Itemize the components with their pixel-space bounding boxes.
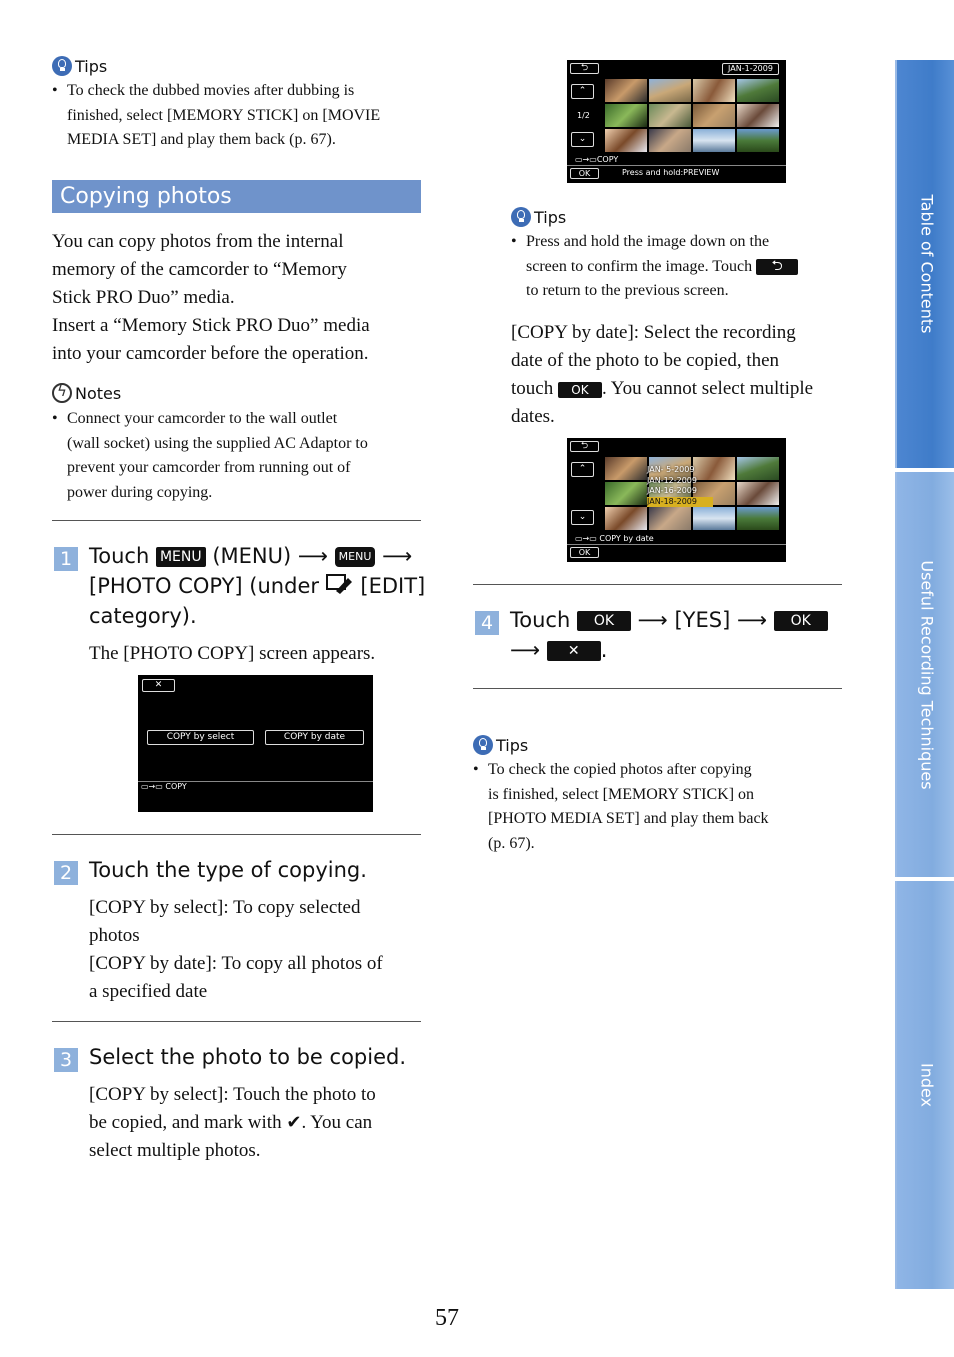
photo-thumbnail[interactable] (693, 507, 735, 530)
scroll-down-button[interactable]: ⌄ (571, 510, 594, 525)
step-number: 1 (54, 547, 78, 571)
photo-thumbnail[interactable] (693, 129, 735, 152)
ok-button[interactable]: OK (570, 168, 599, 179)
arrow-right-icon: ⟶ (297, 544, 328, 568)
step1-title: Touch MENU (MENU) ⟶ MENU ⟶ [PHOTO COPY] (under [EDIT] category). (89, 544, 426, 628)
tab-index[interactable]: Index (895, 881, 954, 1289)
scroll-up-button[interactable]: ⌃ (571, 462, 594, 477)
menu-icon: MENU (335, 547, 376, 567)
close-button-icon: ✕ (547, 641, 601, 661)
divider (52, 520, 421, 521)
ok-button[interactable]: OK (570, 547, 599, 558)
photo-thumbnail[interactable] (693, 79, 735, 102)
back-button[interactable]: ⮌ (570, 63, 599, 74)
tab-useful-recording-techniques[interactable]: Useful Recording Techniques (895, 472, 954, 877)
photo-thumbnail[interactable] (649, 129, 691, 152)
tips-text: • To check the copied photos after copying is finished, select [MEMORY STICK] on [PHOTO MEDIA SET] and play them back (p. 67). (473, 761, 769, 852)
photo-copy-screen (138, 675, 373, 812)
step2-text: [COPY by select]: To copy selected photos [COPY by date]: To copy all photos of a specified date (89, 897, 383, 1002)
arrow-right-icon: ⟶ (736, 608, 768, 632)
tips-heading: Tips (473, 735, 528, 756)
photo-thumbnail[interactable] (605, 482, 647, 505)
divider (52, 1021, 421, 1022)
photo-thumbnail[interactable] (605, 129, 647, 152)
tips-text: • Press and hold the image down on the screen to confirm the image. Touch ⮌ to return to the previous screen. (511, 230, 851, 304)
arrow-right-icon: ⟶ (510, 638, 541, 662)
photo-thumbnail[interactable] (605, 79, 647, 102)
lightbulb-icon (511, 207, 531, 227)
date-indicator: JAN-1-2009 (722, 63, 779, 75)
lightbulb-icon (52, 56, 72, 76)
step3-title: Select the photo to be copied. (89, 1045, 407, 1069)
photo-thumbnail[interactable] (649, 79, 691, 102)
step1-result: The [PHOTO COPY] screen appears. (89, 643, 376, 664)
menu-button-icon: MENU (156, 547, 206, 567)
screen-divider (567, 544, 786, 545)
photo-thumbnail[interactable] (737, 507, 779, 530)
ok-button-icon: OK (774, 611, 828, 631)
photo-thumbnail[interactable] (737, 79, 779, 102)
copy-by-date-button[interactable]: COPY by date (265, 730, 364, 745)
date-list (647, 465, 713, 507)
copy-by-select-button[interactable]: COPY by select (147, 730, 254, 745)
ok-button-icon: OK (558, 382, 602, 398)
notes-heading: ϟNotes (52, 383, 121, 404)
divider (52, 834, 421, 835)
photo-thumbnail[interactable] (737, 482, 779, 505)
arrow-right-icon: ⟶ (637, 608, 668, 632)
photo-thumbnail[interactable] (737, 457, 779, 480)
bydate-text: [COPY by date]: Select the recording date of the photo to be copied, then touch OK . You cannot select multiple dates. (511, 322, 814, 427)
photo-thumbnail[interactable] (649, 507, 691, 530)
section-title: Copying photos (52, 180, 421, 213)
date-item-selected[interactable]: JAN-18-2009 (647, 497, 713, 508)
photo-thumbnail[interactable] (693, 104, 735, 127)
edit-icon (326, 573, 354, 593)
step-number: 3 (54, 1048, 78, 1072)
photo-thumbnail[interactable] (605, 457, 647, 480)
date-item[interactable]: JAN- 5-2009 (647, 465, 695, 474)
photo-thumbnail[interactable] (605, 104, 647, 127)
screen-divider (567, 165, 786, 166)
divider (473, 584, 842, 585)
ok-button-icon: OK (577, 611, 631, 631)
lightbulb-icon (473, 735, 493, 755)
back-icon: ⮌ (756, 259, 798, 275)
notes-text: • Connect your camcorder to the wall outlet (wall socket) using the supplied AC Adaptor to prevent your camcorder from running out of power during copying. (52, 410, 368, 501)
screen-footer: ▭→▭ COPY (141, 782, 187, 791)
tab-table-of-contents[interactable]: Table of Contents (895, 60, 954, 468)
photo-thumbnail[interactable] (649, 104, 691, 127)
copy-select-screen (567, 60, 786, 183)
photo-thumbnail[interactable] (737, 104, 779, 127)
tips-text: • To check the dubbed movies after dubbing is finished, select [MEMORY STICK] on [MOVIE MEDIA SET] and play them back (p. 67). (52, 82, 381, 148)
step2-title: Touch the type of copying. (89, 858, 367, 882)
step-number: 4 (475, 611, 499, 635)
page-number: 57 (435, 1305, 459, 1331)
arrow-right-icon: ⟶ (382, 544, 413, 568)
copy-date-screen (567, 438, 786, 562)
photo-thumbnail[interactable] (737, 129, 779, 152)
close-button[interactable]: ✕ (142, 679, 175, 692)
screen-footer: ▭→▭COPY (575, 155, 619, 164)
preview-hint: Press and hold:PREVIEW (622, 168, 720, 177)
screen-footer: ▭→▭ COPY by date (575, 534, 654, 543)
step4-title: Touch OK ⟶ [YES] ⟶ OK ⟶ ✕ . (510, 605, 850, 665)
back-button[interactable]: ⮌ (570, 441, 599, 452)
scroll-down-button[interactable]: ⌄ (571, 132, 594, 147)
notes-icon (52, 383, 72, 403)
date-item[interactable]: JAN-16-2009 (647, 486, 697, 495)
step-number: 2 (54, 861, 78, 885)
tips-heading: Tips (52, 56, 107, 77)
checkmark-icon: ✔ (286, 1112, 302, 1133)
tips-heading: Tips (511, 207, 566, 228)
step3-text: [COPY by select]: Touch the photo to be copied, and mark with ✔. You can select multiple photos. (89, 1084, 376, 1161)
page-indicator: 1/2 (577, 111, 590, 120)
divider (473, 688, 842, 689)
date-item[interactable]: JAN-12-2009 (647, 475, 697, 485)
photo-thumbnail[interactable] (605, 507, 647, 530)
scroll-up-button[interactable]: ⌃ (571, 84, 594, 99)
intro-text: You can copy photos from the internal memory of the camcorder to “Memory Stick PRO Duo” media. Insert a “Memory Stick PRO Duo” media into your camcorder before the operation. (52, 231, 370, 364)
